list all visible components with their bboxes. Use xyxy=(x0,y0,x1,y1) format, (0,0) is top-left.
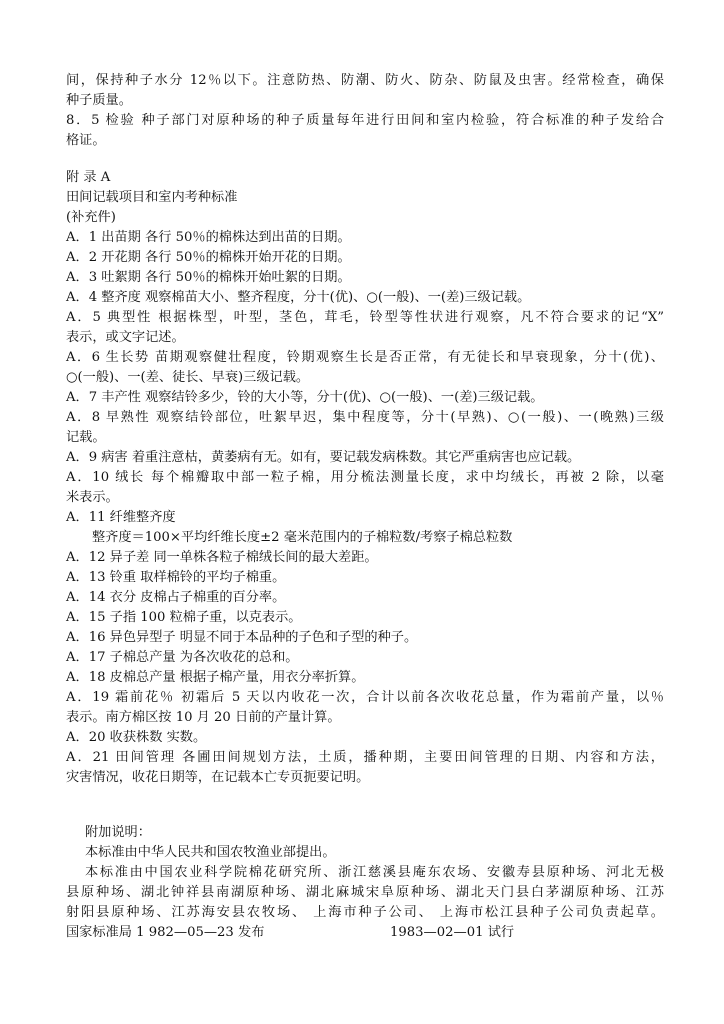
item-a14: A．14 衣分 皮棉占子棉重的百分率。 xyxy=(66,590,286,605)
appendix-subtitle: (补充件) xyxy=(66,210,116,225)
item-a21-line-1: A．21 田间管理 各圃田间规划方法，土质，播种期，主要田间管理的日期、内容和方法， xyxy=(66,750,664,765)
item-a2: A．2 开花期 各行 50％的棉株开始开花的日期。 xyxy=(66,250,351,265)
storage-text-line-2: 种子质量。 xyxy=(66,93,132,108)
item-a11: A．11 纤维整齐度 xyxy=(66,510,176,525)
item-a13: A．13 铃重 取样棉铃的平均子棉重。 xyxy=(66,570,286,585)
item-a8-line-2: 记载。 xyxy=(66,430,106,445)
item-a17: A．17 子棉总产量 为各次收花的总和。 xyxy=(66,650,299,665)
additional-notes-line-1: 本标准由中华人民共和国农牧渔业部提出。 xyxy=(85,845,336,860)
item-a19-line-1: A．19 霜前花％ 初霜后 5 天以内收花一次，合计以前各次收花总量，作为霜前产量，以％ xyxy=(66,690,664,705)
additional-notes-line-2: 本标准由中国农业科学院棉花研究所、浙江慈溪县庵东农场、安徽寿县原种场、河北无极 xyxy=(85,865,664,880)
item-a21-line-2: 灾害情况，收花日期等，在记载本亡专页扼要记明。 xyxy=(66,770,370,785)
additional-notes-heading: 附加说明： xyxy=(85,825,151,840)
appendix-title: 田间记载项目和室内考种标准 xyxy=(66,190,238,205)
appendix-heading: 附 录 A xyxy=(66,170,111,185)
item-a10-line-2: 米表示。 xyxy=(66,490,119,505)
additional-notes-line-4: 射阳县原种场、江苏海安县农牧场、 上海市种子公司、 上海市松江县种子公司负责起草。 xyxy=(66,905,664,920)
item-a20: A．20 收获株数 实数。 xyxy=(66,730,207,745)
item-a7: A．7 丰产性 观察结铃多少，铃的大小等，分十(优)、○(一般)、一(差)三级记载。 xyxy=(66,390,544,405)
item-a8-line-1: A．8 早熟性 观察结铃部位，吐絮早迟，集中程度等，分十(早熟)、○(一般)、一(晚熟)三级 xyxy=(66,410,664,425)
item-a3: A．3 吐絮期 各行 50％的棉株开始吐絮的日期。 xyxy=(66,270,351,285)
item-a10-line-1: A．10 绒长 每个棉瓣取中部一粒子棉，用分梳法测量长度，求中均绒长，再被 2 除，以毫 xyxy=(66,470,664,485)
item-a9: A．9 病害 着重注意枯，黄萎病有无。如有，要记载发病株数。其它严重病害也应记载。 xyxy=(66,450,581,465)
item-a6-line-1: A．6 生长势 苗期观察健壮程度，铃期观察生长是否正常，有无徒长和早衰现象，分十(优)、 xyxy=(66,350,664,365)
inspection-clause-line-1: 8．5 检验 种子部门对原种场的种子质量每年进行田间和室内检验，符合标准的种子发给合 xyxy=(66,113,664,128)
item-a16: A．16 异色异型子 明显不同于本品种的子色和子型的种子。 xyxy=(66,630,418,645)
item-a15: A．15 子指 100 粒棉子重，以克表示。 xyxy=(66,610,302,625)
item-a4: A．4 整齐度 观察棉苗大小、整齐程度，分十(优)、○(一般)、一(差)三级记载。 xyxy=(66,290,531,305)
item-a5-line-1: A．5 典型性 根据株型，叶型，茎色，茸毛，铃型等性状进行观察，凡不符合要求的记“X” xyxy=(66,310,664,325)
additional-notes-line-3: 县原种场、湖北钟祥县南湖原种场、湖北麻城宋阜原种场、湖北天门县白茅湖原种场、江苏 xyxy=(66,885,664,900)
item-a11-formula: 整齐度＝100×平均纤维长度±2 毫米范围内的子棉粒数/考察子棉总粒数 xyxy=(92,530,513,545)
item-a5-line-2: 表示，或文字记述。 xyxy=(66,330,185,345)
issue-date: 国家标准局 1 982—05—23 发布 xyxy=(66,925,265,940)
item-a12: A．12 异子差 同一单株各粒子棉绒长间的最大差距。 xyxy=(66,550,378,565)
effective-date: 1983—02—01 试行 xyxy=(390,925,515,940)
item-a19-line-2: 表示。南方棉区按 10 月 20 日前的产量计算。 xyxy=(66,710,341,725)
item-a6-line-2: ○(一般)、一(差、徒长、早衰)三级记载。 xyxy=(66,370,310,385)
storage-text-line-1: 间，保持种子水分 12％以下。注意防热、防潮、防火、防杂、防鼠及虫害。经常检查，确保 xyxy=(66,73,664,88)
item-a18: A．18 皮棉总产量 根据子棉产量，用衣分率折算。 xyxy=(66,670,365,685)
inspection-clause-line-2: 格证。 xyxy=(66,133,106,148)
item-a1: A．1 出苗期 各行 50％的棉株达到出苗的日期。 xyxy=(66,230,351,245)
